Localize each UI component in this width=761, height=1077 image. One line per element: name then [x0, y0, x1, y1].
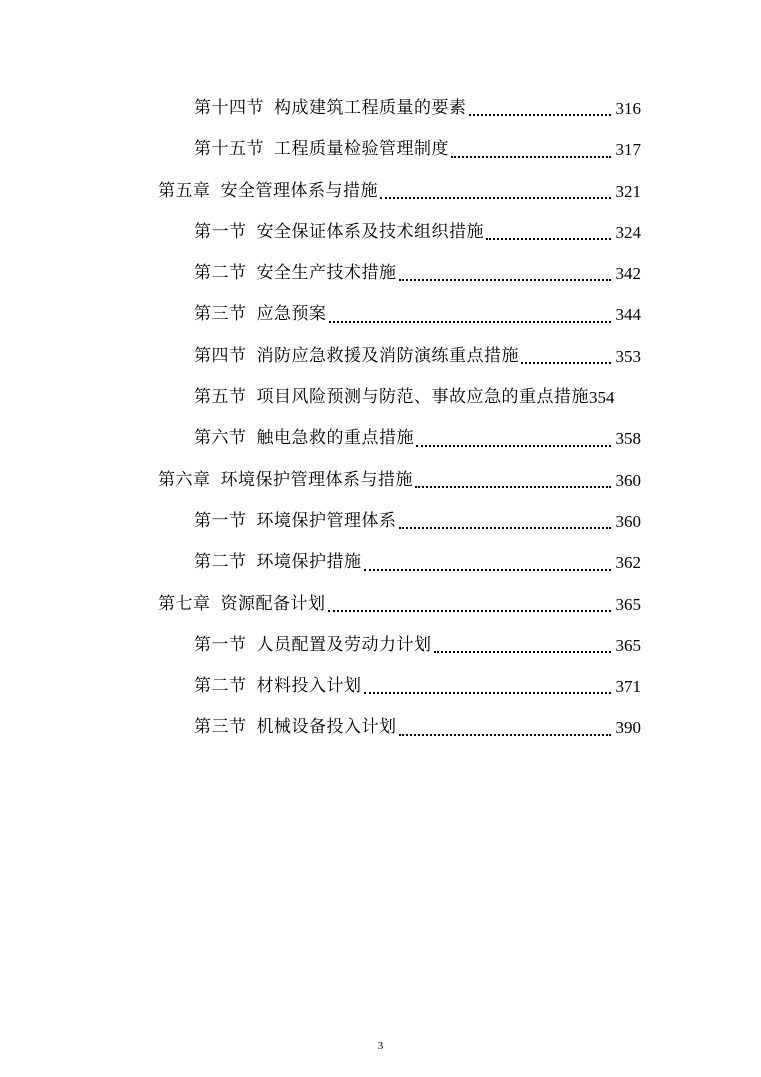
dot-leader: [451, 129, 611, 170]
toc-entry-label: 第四节: [194, 345, 247, 366]
toc-entry[interactable]: [0, 377, 761, 418]
toc-entry[interactable]: [0, 88, 761, 129]
toc-entry-title: 安全保证体系及技术组织措施: [256, 221, 484, 242]
dot-leader: [416, 418, 611, 459]
toc-entry-page: 321: [615, 181, 641, 201]
toc-entry-page: 354: [589, 388, 615, 408]
toc-entry-page: 365: [615, 635, 641, 655]
dot-leader: [329, 294, 612, 335]
dot-leader: [434, 625, 612, 666]
toc-entry-title: 环境保护措施: [256, 552, 362, 573]
toc-entry-label: 第五章: [158, 180, 211, 201]
toc-entry-label: 第十四节: [194, 98, 264, 118]
toc-entry-chapter[interactable]: [0, 460, 761, 501]
toc-entry[interactable]: [0, 336, 761, 377]
toc-entry[interactable]: [0, 625, 761, 666]
toc-entry-label: 第一节: [194, 634, 247, 655]
toc-entry[interactable]: [0, 129, 761, 170]
toc-entry-label: 第六章: [158, 469, 211, 490]
table-of-contents: [0, 88, 761, 749]
toc-entry-page: 365: [615, 594, 641, 614]
toc-entry-title: 机械设备投入计划: [256, 717, 397, 738]
toc-entry[interactable]: [0, 707, 761, 748]
toc-entry-label: 第二节: [194, 263, 247, 284]
toc-entry-page: 360: [615, 511, 641, 531]
toc-entry-title: 触电急救的重点措施: [256, 428, 414, 449]
toc-entry-page: 342: [615, 264, 641, 284]
toc-entry-label: 第一节: [194, 510, 247, 531]
toc-entry-title: 安全管理体系与措施: [220, 180, 378, 201]
dot-leader: [486, 212, 611, 253]
toc-entry-page: 358: [615, 429, 641, 449]
toc-entry-label: 第六节: [194, 428, 247, 449]
toc-entry-page: 360: [615, 470, 641, 490]
toc-entry[interactable]: [0, 294, 761, 335]
dot-leader: [328, 584, 612, 625]
toc-entry-page: 344: [615, 305, 641, 325]
toc-entry-title: 人员配置及劳动力计划: [256, 634, 432, 655]
dot-leader: [399, 501, 612, 542]
toc-entry-page: 353: [615, 346, 641, 366]
dot-leader: [399, 253, 612, 294]
toc-entry-title: 环境保护管理体系: [256, 510, 397, 531]
toc-entry-label: 第五节: [194, 387, 247, 408]
toc-entry-label: 第二节: [194, 676, 247, 697]
toc-entry-title: 项目风险预测与防范、事故应急的重点措施: [256, 387, 589, 408]
toc-entry-page: 362: [615, 553, 641, 573]
toc-entry-title: 环境保护管理体系与措施: [220, 469, 413, 490]
toc-entry-label: 第三节: [194, 717, 247, 738]
toc-entry-page: 371: [615, 677, 641, 697]
page-number: 3: [377, 1040, 384, 1052]
toc-entry-label: 第十五节: [194, 139, 264, 160]
toc-entry-label: 第一节: [194, 221, 247, 242]
toc-entry-label: 第七章: [158, 593, 211, 614]
dot-leader: [415, 460, 611, 501]
toc-entry[interactable]: [0, 501, 761, 542]
dot-leader: [399, 707, 612, 748]
toc-entry-label: 第三节: [194, 304, 247, 325]
dot-leader: [364, 542, 612, 583]
toc-entry[interactable]: [0, 253, 761, 294]
toc-entry[interactable]: [0, 418, 761, 459]
toc-entry-page: 324: [615, 222, 641, 242]
toc-entry[interactable]: [0, 212, 761, 253]
dot-leader: [364, 666, 612, 707]
dot-leader: [469, 88, 612, 129]
toc-entry-title: 材料投入计划: [256, 676, 362, 697]
toc-entry-title: 消防应急救援及消防演练重点措施: [256, 345, 519, 366]
toc-entry-label: 第二节: [194, 552, 247, 573]
toc-entry-title: 资源配备计划: [220, 593, 326, 614]
toc-entry[interactable]: [0, 666, 761, 707]
toc-entry-title: 应急预案: [256, 304, 327, 325]
toc-entry-chapter[interactable]: [0, 171, 761, 212]
dot-leader: [380, 171, 611, 212]
toc-entry-page: 316: [615, 99, 641, 118]
toc-entry-title: 构成建筑工程质量的要素: [274, 98, 467, 118]
toc-entry-page: 390: [615, 718, 641, 738]
toc-entry-title: 安全生产技术措施: [256, 263, 397, 284]
toc-entry-page: 317: [615, 140, 641, 160]
toc-entry-title: 工程质量检验管理制度: [274, 139, 449, 160]
toc-entry-chapter[interactable]: [0, 584, 761, 625]
toc-entry[interactable]: [0, 542, 761, 583]
dot-leader: [521, 336, 611, 377]
